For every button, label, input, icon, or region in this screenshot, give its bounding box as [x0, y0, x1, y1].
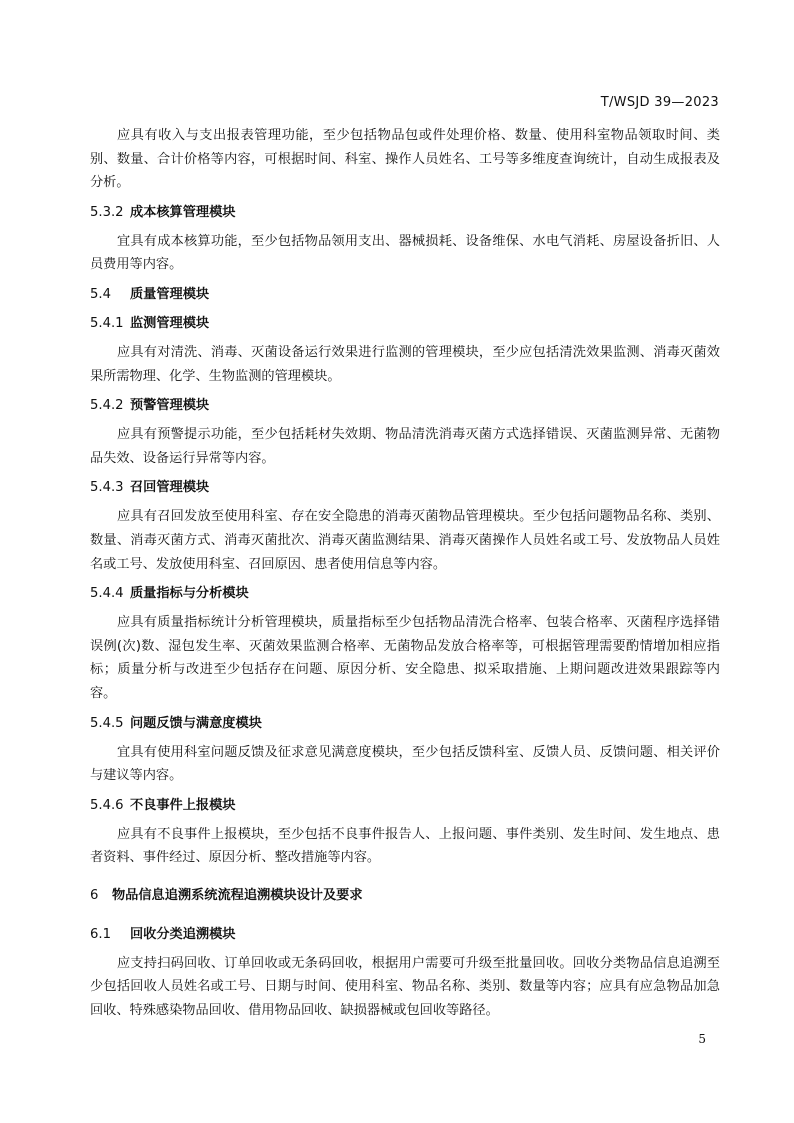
section-title: 监测管理模块 [130, 315, 210, 331]
section-number: 6.1 [90, 926, 111, 942]
chapter-title: 物品信息追溯系统流程追溯模块设计及要求 [112, 887, 363, 903]
section-number: 5.4.2 [90, 398, 124, 414]
section-heading-5-4-5 [90, 712, 720, 735]
section-number: 5.4.1 [90, 315, 124, 331]
paragraph: 应具有收入与支出报表管理功能，至少包括物品包或件处理价格、数量、使用科室物品领取时间、类别、数量、合计价格等内容，可根据时间、科室、操作人员姓名、工号等多维度查询统计，自动生成报表及分析。 [90, 128, 720, 191]
paragraph: 应具有对清洗、消毒、灭菌设备运行效果进行监测的管理模块，至少应包括清洗效果监测、消毒灭菌效果所需物理、化学、生物监测的管理模块。 [90, 344, 720, 384]
paragraph: 应具有预警提示功能，至少包括耗材失效期、物品清洗消毒灭菌方式选择错误、灭菌监测异常、无菌物品失效、设备运行异常等内容。 [90, 427, 720, 466]
chapter-number: 6 [90, 887, 99, 903]
page-number: 5 [698, 1032, 706, 1046]
section-heading-5-4-1 [90, 312, 720, 335]
paragraph: 宜具有成本核算功能，至少包括物品领用支出、器械损耗、设备维保、水电气消耗、房屋设备折旧、人员费用等内容。 [90, 233, 720, 273]
paragraph: 应支持扫码回收、订单回收或无条码回收，根据用户需要可升级至批量回收。回收分类物品信息追溯至少包括回收人员姓名或工号、日期与时间、使用科室、物品名称、类别、数量等内容；应具有应急物品加急回收、特殊感染物品回收、借用物品回收、缺损器械或包回收等路径。 [90, 955, 720, 1019]
section-number: 5.4.6 [90, 797, 124, 813]
section-heading-5-4-6 [90, 794, 720, 817]
section-title: 质量管理模块 [130, 286, 210, 302]
document-header-id: T/WSJD 39—2023 [600, 95, 719, 110]
section-number: 5.4.5 [90, 715, 124, 731]
section-heading-5-4-2 [90, 394, 720, 417]
section-title: 问题反馈与满意度模块 [130, 715, 262, 731]
paragraph: 宜具有使用科室问题反馈及征求意见满意度模块，至少包括反馈科室、反馈人员、反馈问题、相关评价与建议等内容。 [90, 744, 720, 784]
section-heading-5-4-4 [90, 582, 720, 605]
section-title: 回收分类追溯模块 [130, 926, 236, 942]
section-title: 质量指标与分析模块 [130, 586, 249, 602]
section-number: 5.4.3 [90, 480, 124, 496]
paragraph: 应具有召回发放至使用科室、存在安全隐患的消毒灭菌物品管理模块。至少包括问题物品名称、类别、数量、消毒灭菌方式、消毒灭菌批次、消毒灭菌监测结果、消毒灭菌操作人员姓名或工号、发放物品人员姓名或工号、发放使用科室、召回原因、患者使用信息等内容。 [90, 509, 720, 572]
section-number: 5.4 [90, 286, 111, 302]
chapter-heading-6 [90, 884, 720, 907]
section-heading-5-3-2 [90, 201, 720, 224]
section-heading-6-1 [90, 923, 720, 946]
document-body [90, 124, 720, 1029]
section-title: 不良事件上报模块 [130, 797, 236, 813]
section-number: 5.3.2 [90, 204, 124, 220]
section-title: 召回管理模块 [130, 480, 210, 496]
paragraph: 应具有不良事件上报模块，至少包括不良事件报告人、上报问题、事件类别、发生时间、发生地点、患者资料、事件经过、原因分析、整改措施等内容。 [90, 826, 720, 866]
section-heading-5-4-3 [90, 476, 720, 499]
section-number: 5.4.4 [90, 586, 124, 602]
paragraph: 应具有质量指标统计分析管理模块，质量指标至少包括物品清洗合格率、包装合格率、灭菌程序选择错误例(次)数、湿包发生率、灭菌效果监测合格率、无菌物品发放合格率等，可根据管理需要酌情增加相应指标；质量分析与改进至少包括存在问题、原因分析、安全隐患、拟采取措施、上期问题改进效果跟踪等内容。 [90, 615, 720, 701]
section-heading-5-4 [90, 283, 720, 306]
section-title: 预警管理模块 [130, 398, 210, 414]
section-title: 成本核算管理模块 [130, 204, 236, 220]
